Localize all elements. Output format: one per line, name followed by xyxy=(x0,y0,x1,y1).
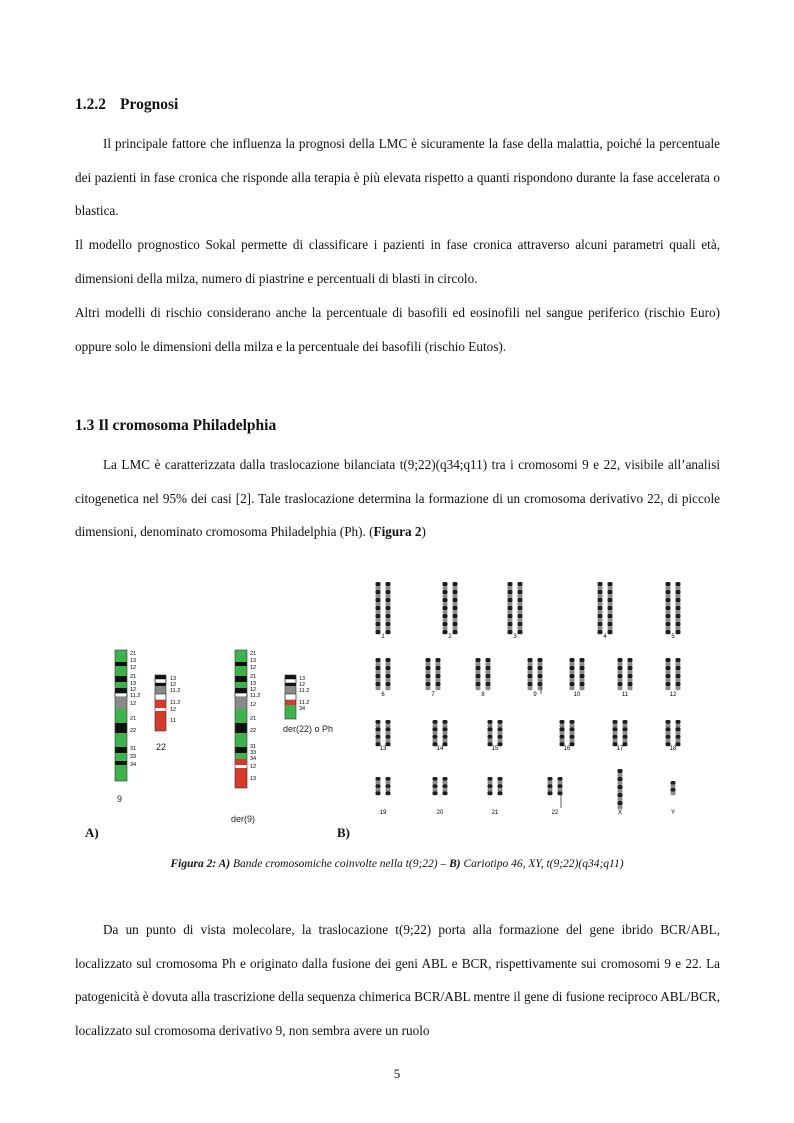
chromosome-19 xyxy=(386,777,391,795)
karyotype-number: 10 xyxy=(573,692,581,698)
caption-label: Figura 2 xyxy=(170,858,213,870)
karyotype-number: 15 xyxy=(491,746,499,752)
svg-text:12: 12 xyxy=(130,687,137,693)
chromosome-22 xyxy=(548,777,553,795)
der9-label: der(9) xyxy=(231,814,256,824)
karyotype-number: 17 xyxy=(616,746,624,752)
karyotype-number: 11 xyxy=(621,692,629,698)
svg-text:21: 21 xyxy=(130,651,137,657)
chromosome-9 xyxy=(115,650,127,781)
panel-b-label: B) xyxy=(337,825,350,840)
svg-text:11: 11 xyxy=(170,718,176,724)
chromosome-13 xyxy=(376,720,381,746)
paragraph-prognosi-1: Il principale fattore che influenza la prognosi della LMC è sicuramente la fase della malattia, poiché la percentuale dei pazienti in fase cronica che risponde alla terapia è più elevata rispetto a quanti rispondono durante la fase accelerata o blastica. xyxy=(75,136,720,218)
chromosome-der22 xyxy=(285,675,296,719)
svg-text:12: 12 xyxy=(250,702,257,708)
chromosome-22 xyxy=(558,777,563,795)
section-heading-philadelphia: 1.3 Il cromosoma Philadelphia xyxy=(75,417,277,434)
chromosome-15 xyxy=(488,720,493,746)
karyotype-number: 9 xyxy=(533,692,537,698)
chromosome-8 xyxy=(476,658,481,690)
section-heading-prognosi xyxy=(75,96,178,114)
figure-caption: Figura 2: A) Bande cromosomiche coinvolte nella t(9;22) – B) Cariotipo 46, XY, t(9;22)(q34;q11) xyxy=(170,858,624,870)
karyotype-number: Y xyxy=(670,810,676,816)
karyotype-number: 20 xyxy=(436,810,444,816)
chromosome-2 xyxy=(443,582,448,634)
svg-text:11.2: 11.2 xyxy=(250,693,261,699)
karyotype-number: 12 xyxy=(669,692,677,698)
svg-text:12: 12 xyxy=(250,665,257,671)
der22-label: der(22) o Ph xyxy=(283,724,334,734)
chromosome-20 xyxy=(433,777,438,795)
chromosome-21 xyxy=(488,777,493,795)
chromosome-8 xyxy=(486,658,491,690)
karyotype-number: 22 xyxy=(551,810,559,816)
chromosome-14 xyxy=(433,720,438,746)
svg-text:34: 34 xyxy=(250,756,257,762)
paragraph-prognosi-3: Altri modelli di rischio considerano anche la percentuale di basofili ed eosinofili nel sangue periferico (rischio Euro) oppure solo le dimensioni della milza e la percentuale dei basofili (rischio Eutos). xyxy=(75,305,720,354)
svg-text:11.2: 11.2 xyxy=(170,700,181,706)
karyotype-number: 18 xyxy=(669,746,677,752)
chr22-label: 22 xyxy=(156,742,167,752)
figure-reference: Figura 2 xyxy=(373,524,422,539)
chromosome-11 xyxy=(618,658,623,690)
svg-text:12: 12 xyxy=(130,665,137,671)
svg-text:21: 21 xyxy=(250,716,257,722)
svg-text:13: 13 xyxy=(250,681,257,687)
chromosome-20 xyxy=(443,777,448,795)
karyotype-number: 2 xyxy=(448,634,452,640)
svg-text:11.2: 11.2 xyxy=(299,700,310,706)
karyotype-number: 1 xyxy=(381,634,385,640)
karyotype-number: 7 xyxy=(431,692,435,698)
svg-text:13: 13 xyxy=(170,676,177,682)
karyotype-number: 8 xyxy=(481,692,485,698)
svg-text:12: 12 xyxy=(130,701,137,707)
figure-panel-a xyxy=(75,640,345,840)
chromosome-3 xyxy=(508,582,513,634)
svg-text:21: 21 xyxy=(250,651,257,657)
chromosome-Y xyxy=(671,781,676,795)
svg-text:34: 34 xyxy=(130,762,137,768)
karyotype-number: 14 xyxy=(436,746,444,752)
karyotype-number: 3 xyxy=(513,634,517,640)
svg-text:12: 12 xyxy=(170,707,177,713)
karyotype-number: 5 xyxy=(671,634,675,640)
svg-text:13: 13 xyxy=(130,658,137,664)
chromosome-19 xyxy=(376,777,381,795)
chromosome-9 xyxy=(538,658,543,690)
svg-text:22: 22 xyxy=(250,728,257,734)
karyotype-number: 6 xyxy=(381,692,385,698)
svg-text:21: 21 xyxy=(130,674,137,680)
karyotype-number: 21 xyxy=(491,810,499,816)
chromosome-9 xyxy=(528,658,533,690)
chromosome-X xyxy=(618,769,623,809)
svg-text:11.2: 11.2 xyxy=(130,693,141,699)
chromosome-18 xyxy=(676,720,681,746)
karyotype-number: 13 xyxy=(379,746,387,752)
chromosome-2 xyxy=(453,582,458,634)
svg-text:31: 31 xyxy=(130,746,137,752)
svg-text:13: 13 xyxy=(299,676,306,682)
chromosome-12 xyxy=(676,658,681,690)
svg-text:13: 13 xyxy=(130,681,137,687)
svg-text:33: 33 xyxy=(130,754,137,760)
chromosome-5 xyxy=(676,582,681,634)
chromosome-17 xyxy=(613,720,618,746)
chromosome-6 xyxy=(386,658,391,690)
chromosome-10 xyxy=(580,658,585,690)
chromosome-14 xyxy=(443,720,448,746)
chromosome-4 xyxy=(608,582,613,634)
svg-text:21: 21 xyxy=(250,674,257,680)
chromosome-10 xyxy=(570,658,575,690)
svg-text:21: 21 xyxy=(130,716,137,722)
karyotype-number: 19 xyxy=(379,810,387,816)
chromosome-11 xyxy=(628,658,633,690)
chromosome-7 xyxy=(436,658,441,690)
paragraph-philadelphia: La LMC è caratterizzata dalla traslocazione bilanciata t(9;22)(q34;q11) tra i cromosomi 9 e 22, visibile all’analisi citogenetica nel 95% dei casi [2]. Tale traslocazione determina la formazione di un cromosoma derivativo 22, di piccole dimensioni, denominato cromosoma Philadelphia (Ph). (Figura 2) xyxy=(75,457,720,539)
paragraph-molecular: Da un punto di vista molecolare, la traslocazione t(9;22) porta alla formazione del gene ibrido BCR/ABL, localizzato sul cromosoma Ph e originato dalla fusione dei geni ABL e BCR, rispettivamente sui cromosomi 9 e 22. La patogenicità è dovuta alla trascrizione della sequenza chimerica BCR/ABL mentre il gene di fusione reciproco ABL/BCR, localizzato sul cromosoma derivativo 9, non sembra avere un ruolo xyxy=(75,922,720,1038)
chromosome-16 xyxy=(560,720,565,746)
chromosome-3 xyxy=(518,582,523,634)
svg-text:31: 31 xyxy=(250,744,257,750)
svg-text:13: 13 xyxy=(250,776,257,782)
chromosome-13 xyxy=(386,720,391,746)
svg-text:22: 22 xyxy=(130,728,137,734)
chromosome-15 xyxy=(498,720,503,746)
section-title: Prognosi xyxy=(120,96,179,113)
chromosome-der9 xyxy=(235,650,247,788)
page-number: 5 xyxy=(393,1066,401,1081)
karyotype-image xyxy=(355,572,700,822)
svg-text:12: 12 xyxy=(250,764,257,770)
chromosome-12 xyxy=(666,658,671,690)
svg-text:11.2: 11.2 xyxy=(299,688,310,694)
chromosome-1 xyxy=(386,582,391,634)
chromosome-21 xyxy=(498,777,503,795)
chromosome-17 xyxy=(623,720,628,746)
chromosome-4 xyxy=(598,582,603,634)
chromosome-band-diagram xyxy=(75,640,345,840)
karyotype-number: X xyxy=(617,810,623,816)
svg-text:12: 12 xyxy=(299,682,306,688)
chromosome-1 xyxy=(376,582,381,634)
chromosome-22 xyxy=(155,675,166,731)
paragraph-prognosi-2: Il modello prognostico Sokal permette di classificare i pazienti in fase cronica attraverso alcuni parametri quali età, dimensioni della milza, numero di piastrine e percentuali di blasti in circolo. xyxy=(75,237,720,286)
svg-text:33: 33 xyxy=(250,750,257,756)
section-number: 1.2.2 xyxy=(75,96,106,113)
chromosome-18 xyxy=(666,720,671,746)
chromosome-6 xyxy=(376,658,381,690)
svg-text:12: 12 xyxy=(170,682,177,688)
chromosome-7 xyxy=(426,658,431,690)
svg-text:12: 12 xyxy=(250,687,257,693)
karyotype-number: 16 xyxy=(563,746,571,752)
chr9-label: 9 xyxy=(117,794,123,804)
chromosome-16 xyxy=(570,720,575,746)
karyotype-number: 4 xyxy=(603,634,607,640)
svg-text:34: 34 xyxy=(299,706,306,712)
panel-a-label: A) xyxy=(85,825,99,840)
svg-text:11.2: 11.2 xyxy=(170,688,181,694)
svg-text:13: 13 xyxy=(250,658,257,664)
chromosome-5 xyxy=(666,582,671,634)
figure-panel-b xyxy=(355,572,700,822)
